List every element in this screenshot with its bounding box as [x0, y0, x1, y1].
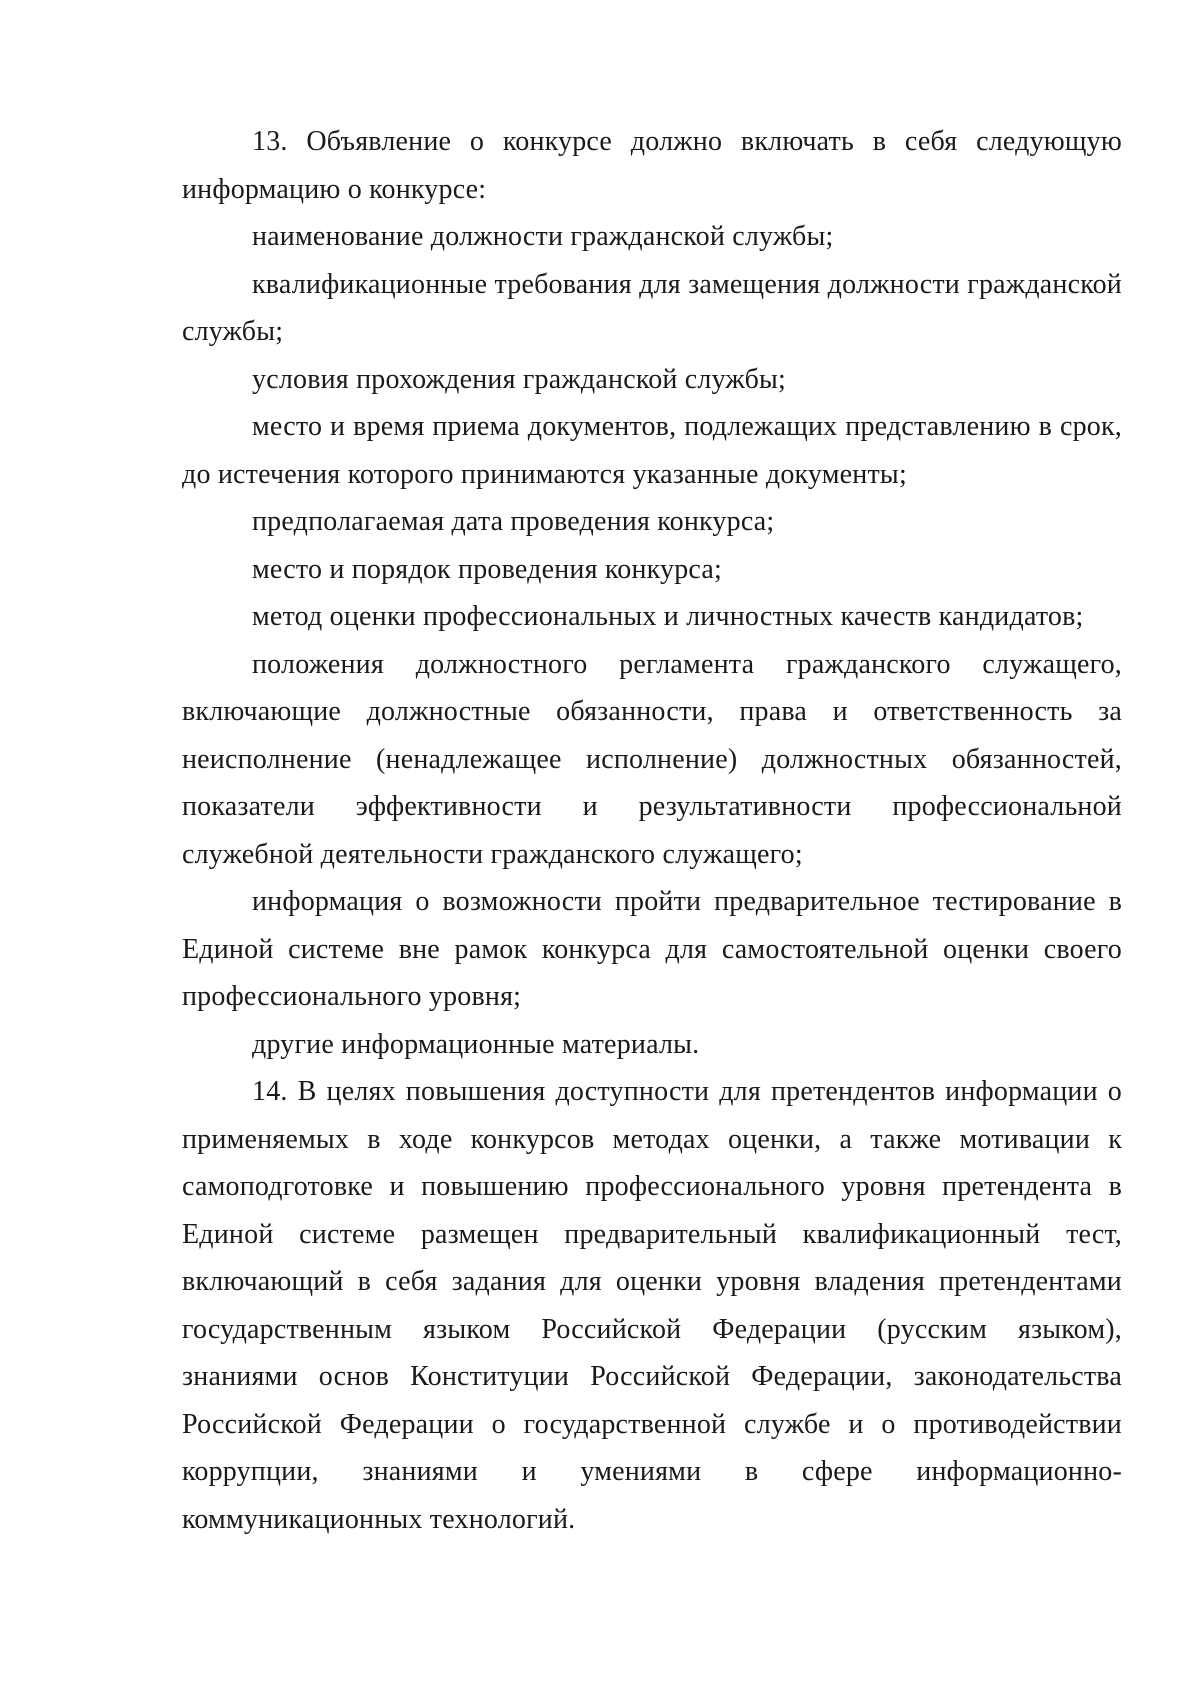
paragraph-14: 14. В целях повышения доступности для претендентов информации о применяемых в ходе конкурсов методах оценки, а также мотивации к самоподготовке и повышению профессионального уровня претендента в Единой системе размещен предварительный квалификационный тест, включающий в себя задания для оценки уровня владения претендентами государственным языком Российской Федерации (русским языком), знаниями основ Конституции Российской Федерации, законодательства Российской Федерации о государственной службе и о противодействии коррупции, знаниями и умениями в сфере информационно-коммуникационных технологий.: [182, 1076, 1122, 1535]
list-item-other-materials: другие информационные материалы.: [252, 1028, 700, 1060]
paragraph-13-intro: 13. Объявление о конкурсе должно включать в себя следующую информацию о конкурсе:: [182, 126, 1122, 205]
list-item-service-conditions: условия прохождения гражданской службы;: [252, 363, 787, 395]
list-item-expected-date: предполагаемая дата проведения конкурса;: [252, 506, 775, 537]
document-page: [182, 118, 1122, 1543]
list-item-job-regulations: положения должностного регламента гражданского служащего, включающие должностные обязанности, права и ответственность за неисполнение (ненадлежащее исполнение) должностных обязанностей, показатели эффективности и результативности профессиональной служебной деятельности гражданского служащего;: [182, 648, 1122, 870]
list-item-position-name: наименование должности гражданской службы;: [252, 221, 834, 252]
list-item-document-reception: место и время приема документов, подлежащих представлению в срок, до истечения которого принимаются указанные документы;: [182, 411, 1122, 490]
list-item-assessment-method: метод оценки профессиональных и личностных качеств кандидатов;: [252, 601, 1084, 632]
list-item-preliminary-testing: информация о возможности пройти предварительное тестирование в Единой системе вне рамок конкурса для самостоятельной оценки своего профессионального уровня;: [182, 886, 1122, 1012]
list-item-place-and-procedure: место и порядок проведения конкурса;: [252, 553, 723, 585]
list-item-qualification-requirements: квалификационные требования для замещения должности гражданской службы;: [182, 268, 1122, 347]
